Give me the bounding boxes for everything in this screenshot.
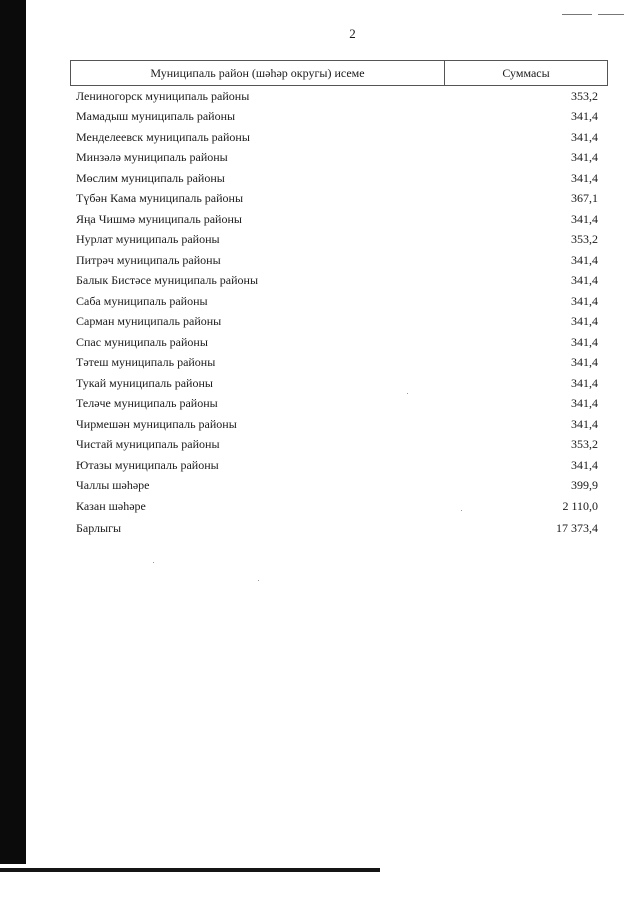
table-row [76,189,598,210]
table-row [76,353,598,374]
table-row [76,250,598,271]
row-name: Спас муниципаль районы [76,334,208,349]
column-header-name: Муниципаль район (шәһәр округы) исеме [71,61,445,85]
column-header-sum: Суммасы [502,65,550,80]
row-name: Балык Бистәсе муниципаль районы [76,273,259,288]
row-name: Нурлат муниципаль районы [76,232,220,247]
row-name: Саба муниципаль районы [76,293,208,308]
row-name: Теләче муниципаль районы [76,396,218,411]
total-row [76,518,598,538]
table-row [76,107,598,128]
row-name: Түбән Кама муниципаль районы [76,191,244,206]
row-value: 353,2 [571,437,598,452]
row-value: 341,4 [571,129,598,144]
row-name: Тукай муниципаль районы [76,375,213,390]
row-name: Тәтеш муниципаль районы [76,355,216,370]
row-name: Менделеевск муниципаль районы [76,129,250,144]
table-row [76,209,598,230]
scan-mark-top [562,14,592,15]
row-value: 341,4 [571,314,598,329]
row-value: 341,4 [571,457,598,472]
row-name: Чирмешән муниципаль районы [76,416,237,431]
row-name: Лениногорск муниципаль районы [76,88,250,103]
table-row [76,394,598,415]
scan-speck [153,562,154,563]
scan-edge-bottom [0,864,380,880]
table-row [76,271,598,292]
total-value: 17 373,4 [556,520,598,535]
row-value: 353,2 [571,232,598,247]
row-value: 341,4 [571,211,598,226]
row-value: 353,2 [571,88,598,103]
table-row [76,496,598,517]
table-row [76,435,598,456]
table-row [76,373,598,394]
row-name: Ютазы муниципаль районы [76,457,219,472]
row-value: 341,4 [571,293,598,308]
row-name: Мамадыш муниципаль районы [76,109,236,124]
table-row [76,332,598,353]
row-name: Казан шәһәре [76,498,146,513]
table-row [76,148,598,169]
row-name: Минзәлә муниципаль районы [76,150,228,165]
row-value: 341,4 [571,252,598,267]
row-value: 341,4 [571,273,598,288]
table-row [76,476,598,497]
table-header [70,60,608,86]
row-name: Чаллы шәһәре [76,478,150,493]
row-name: Чистай муниципаль районы [76,437,220,452]
row-value: 341,4 [571,170,598,185]
row-value: 341,4 [571,150,598,165]
row-name: Питрәч муниципаль районы [76,252,221,267]
table-row [76,414,598,435]
scan-mark-top [598,14,624,15]
scan-edge-left [0,0,26,875]
row-name: Мөслим муниципаль районы [76,170,225,185]
table-body [76,86,598,517]
table-row [76,168,598,189]
total-label: Барлыгы [76,520,122,535]
table-row [76,230,598,251]
scan-speck [258,580,259,581]
row-value: 341,4 [571,375,598,390]
row-name: Яңа Чишмә муниципаль районы [76,211,242,226]
row-name: Сарман муниципаль районы [76,314,222,329]
row-value: 399,9 [571,478,598,493]
table-row [76,455,598,476]
row-value: 341,4 [571,109,598,124]
table-row [76,127,598,148]
page-number: 2 [349,26,356,41]
table-row [76,86,598,107]
table-row [76,312,598,333]
table-row [76,291,598,312]
row-value: 341,4 [571,396,598,411]
row-value: 367,1 [571,191,598,206]
row-value: 341,4 [571,334,598,349]
row-value: 341,4 [571,416,598,431]
row-value: 341,4 [571,355,598,370]
row-value: 2 110,0 [562,498,598,513]
